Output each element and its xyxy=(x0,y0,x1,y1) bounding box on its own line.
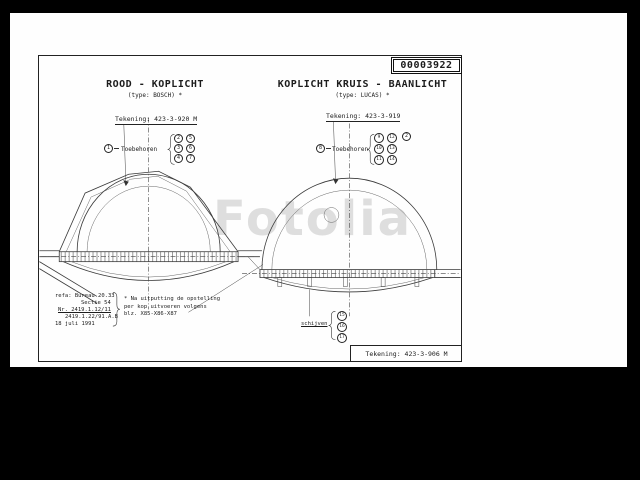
right-tekening-label: Tekening: 423-3-919 xyxy=(326,112,401,120)
part-number-badge: 13 xyxy=(387,144,397,154)
right-title-block xyxy=(265,79,460,99)
right-lamp-bolts xyxy=(278,278,419,287)
part-number-badge: 12 xyxy=(387,133,397,143)
left-accessories-label: Toebehoren xyxy=(121,146,158,153)
part-number-badge: 2 xyxy=(174,134,183,143)
part-number-badge: 9 xyxy=(374,133,384,143)
part-number-badge: 4 xyxy=(174,154,183,163)
part-number-badge: 17 xyxy=(337,333,347,343)
part-number-badge: 6 xyxy=(186,144,195,153)
left-title: ROOD - KOPLICHT xyxy=(106,79,204,90)
doc-number: 00003922 xyxy=(393,59,460,72)
left-accessories-col2 xyxy=(186,134,195,163)
footer-tekening-label: Tekening: 423-3-906 M xyxy=(365,350,448,358)
leader-dash xyxy=(326,148,331,149)
note-line: 18 juli 1991 xyxy=(55,321,95,327)
note-line: per kop uitvoeren volgens xyxy=(124,303,207,310)
asterisk-note xyxy=(124,296,220,319)
part-number-badge: 1 xyxy=(104,144,113,153)
right-lamp-adjuster-hole xyxy=(324,208,339,223)
stock-watermark: Fotolia xyxy=(213,191,413,247)
doc-number-box xyxy=(391,57,462,74)
right-subtitle: (type: LUCAS) * xyxy=(335,92,390,99)
footer-title-block xyxy=(350,345,462,362)
right-title: KOPLICHT KRUIS - BAANLICHT xyxy=(277,79,448,90)
left-title-block xyxy=(70,79,240,99)
note-line: Nr. 2419.1.12/11 xyxy=(58,307,111,313)
reference-notes xyxy=(55,293,125,328)
scanned-drawing-page xyxy=(10,13,627,367)
part-number-badge: 10 xyxy=(374,144,384,154)
right-accessories-label: Toebehoren xyxy=(332,146,369,153)
right-accessories-col2 xyxy=(387,133,397,165)
left-leader-arrow xyxy=(123,180,128,186)
discs-label: schijven xyxy=(301,321,328,327)
discs-numbers xyxy=(337,311,347,343)
note-line: refa: Bureau 20.33 xyxy=(55,293,115,299)
part-number-badge: 16 xyxy=(337,322,347,332)
part-number-badge: 5 xyxy=(186,134,195,143)
part-number-badge: 2 xyxy=(402,132,411,141)
part-number-badge: 3 xyxy=(174,144,183,153)
part-number-badge: 15 xyxy=(337,311,347,321)
right-accessories-col1 xyxy=(374,133,384,165)
part-number-badge: 8 xyxy=(316,144,325,153)
note-line: * Na uitputting de opstelling xyxy=(124,296,221,302)
part-number-badge: 11 xyxy=(374,155,384,165)
note-line: blz. X85-X86-X87 xyxy=(124,311,177,317)
left-tekening-label: Tekening: 423-3-920 M xyxy=(115,115,198,123)
note-line: Sectie 54 xyxy=(81,300,111,306)
right-lamp-bowl-inner xyxy=(272,278,425,289)
leader-dash xyxy=(114,148,119,149)
left-accessories-col1 xyxy=(174,134,183,163)
part-number-badge: 14 xyxy=(387,155,397,165)
left-lamp-hood-inner xyxy=(66,176,230,252)
part-number-badge: 7 xyxy=(186,154,195,163)
right-lamp-bowl xyxy=(264,278,433,292)
note-line: 2419.1.22/91.A.B xyxy=(65,314,118,320)
left-subtitle: (type: BOSCH) * xyxy=(127,92,183,99)
